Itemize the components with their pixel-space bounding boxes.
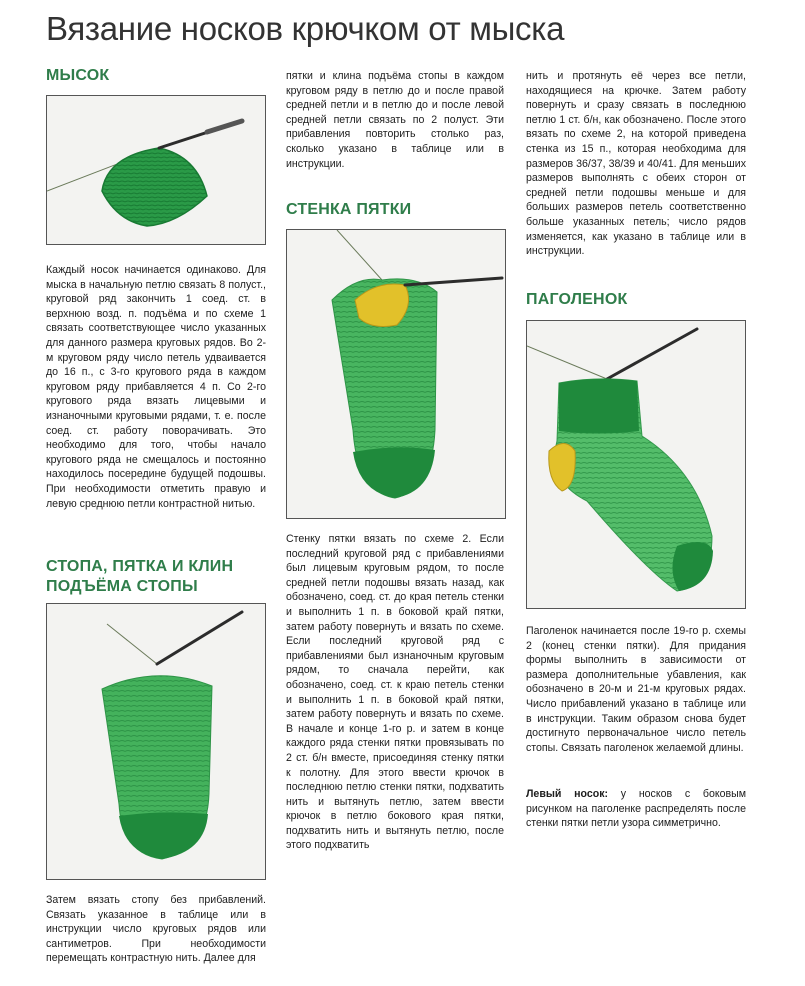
foot-photo	[46, 603, 266, 880]
heading-foot-line2: ПОДЪЁМА СТОПЫ	[46, 578, 198, 595]
heel-wall-text: Стенку пятки вязать по схеме 2. Если последний круговой ряд с прибавлениями был лицевым круговым рядом, то после средней петли подошвы вязать назад, как обозначено, соед. ст. до края петель стенки и выполнить 1 п. в боковой край пятки, затем работу повернуть и вязать по схеме. Если последний круговой ряд с прибавлениями был изнаночным круговым рядом, то сначала перейти, как обозначено, соед. ст. к краю петель стенки и выполнить 1 п. в боковой край пятки, затем работу повернуть и вязать по схеме. В начале и конце 1-го р. и затем в конце каждого ряда стенки пятки провязывать по 2 ст. б/н вместе, присоединяя стенку пятки к полотну. Для этого ввести крючок в последнюю петлю стенки пятки, подхватить нить и вытянуть петлю, затем ввести крючок в петлю бокового края пятки, подхватить нить и вытянуть петлю, после этого подхватить	[286, 533, 504, 852]
left-sock-note	[526, 787, 746, 831]
toe-dark	[672, 542, 713, 591]
foot-sock-illustration	[47, 604, 265, 879]
heading-cuff: ПАГОЛЕНОК	[526, 291, 628, 308]
page-title: Вязание носков крючком от мыска	[46, 10, 565, 47]
cuff-sock-illustration	[527, 321, 745, 608]
cuff-text: Паголенок начинается после 19-го р. схемы 2 (конец стенки пятки). Для придания формы выполнить в зависимости от размера дополнительные убавления, как обозначено в 20-м и 21-м круговых рядах. Число прибавлений указано в таблице или в инструкции. Таким образом снова будет достигнуто первоначальное число петель стопы. Связать паголенок желаемой длины.	[526, 625, 746, 754]
heading-foot-line1: СТОПА, ПЯТКА И КЛИН	[46, 558, 234, 575]
col2-top-text: пятки и клина подъёма стопы в каждом круговом ряду в петлю до и после правой средней петли и в петлю до и после левой средней петли связать по 2 полуст. Эти прибавления повторить столько раз, сколько указано в таблице или в инструкции.	[286, 70, 504, 170]
toe-knit	[102, 148, 207, 226]
crochet-hook	[405, 278, 502, 285]
crochet-hook	[157, 612, 242, 664]
cuff-dark	[559, 379, 639, 434]
toe-dark	[119, 812, 208, 859]
heel-wall-sock-illustration	[287, 230, 505, 518]
left-sock-label: Левый носок:	[526, 788, 609, 800]
crochet-hook	[607, 329, 697, 379]
cuff-photo	[526, 320, 746, 609]
heading-heel-wall: СТЕНКА ПЯТКИ	[286, 201, 412, 218]
heading-toe: МЫСОК	[46, 67, 110, 84]
left-sock-text: у носков с боковым рисунком на паголенке распределять после стенки пятки петли узора симметрично.	[526, 788, 747, 830]
col3-top-text: нить и протянуть её через все петли, находящиеся на крючке. Затем работу повернуть и сразу связать в последнюю петлю 1 ст. б/н, как обозначено. После этого вязать по схеме 2, на которой приведена стенка из 15 п., которая необходима для размеров 36/37, 38/39 и 40/41. Для меньших размеров выполнять с обеих сторон от средней петли подошвы меньше и для больших размеров петель соответственно больше указанных петель; число рядов изменяется, как указано в таблице или в инструкции.	[526, 70, 746, 258]
toe-photo	[46, 95, 266, 245]
toe-dark	[353, 447, 435, 498]
foot-text: Затем вязать стопу без прибавлений. Связать указанное в таблице или в инструкции число круговых рядов или сантиметров. При необходимости перемещать контрастную нить. Далее для	[46, 894, 266, 965]
heading-foot	[46, 557, 271, 597]
toe-sock-illustration	[47, 96, 265, 244]
heel-wall-photo	[286, 229, 506, 519]
toe-text: Каждый носок начинается одинаково. Для мыска в начальную петлю связать 8 полуст., круговой ряд закончить 1 соед. ст. в верхнюю возд. п. подъёма и по схеме 1 связать соответствующее число указанных для данного размера круговых рядов. Во 2-м круговом ряду число петель удваивается до 16 п., с 3-го кругового ряда в каждом круговом ряду прибавляется 4 п. Со 2-го кругового ряда вязать лицевыми и изнаночными круговыми рядами, т. е. после соед. ст. работу поворачивать. Это необходимо для того, чтобы начало кругового ряда не смещалось и постоянно находилось посередине будущей подошвы. При необходимости отметить правую и левую среднюю петли контрастной нитью.	[46, 264, 266, 510]
